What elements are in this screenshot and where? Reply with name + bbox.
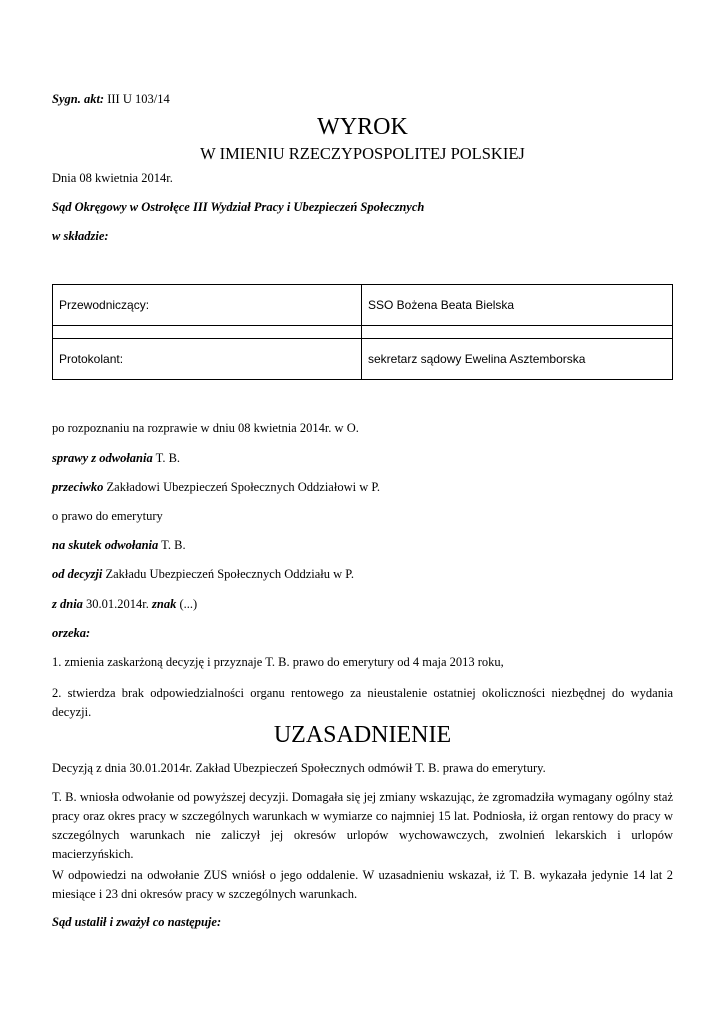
document-subtitle: W IMIENIU RZECZYPOSPOLITEJ POLSKIEJ (200, 144, 525, 163)
panel-role-presiding: Przewodniczący: (53, 285, 362, 326)
panel-role-empty (53, 326, 362, 339)
decision-value: Zakładu Ubezpieczeń Społecznych Oddziału w P. (102, 567, 354, 581)
court-panel-table (52, 284, 673, 380)
against-label: przeciwko (52, 480, 104, 494)
appeal-line (52, 451, 180, 466)
ruling-item-1: 1. zmienia zaskarżoną decyzję i przyznaje T. B. prawo do emerytury od 4 maja 2013 roku, (52, 655, 504, 669)
ruling-item-2 (52, 684, 673, 722)
panel-role-clerk: Protokolant: (53, 339, 362, 380)
court-name: Sąd Okręgowy w Ostrołęce III Wydział Pracy i Ubezpieczeń Społecznych (52, 200, 425, 214)
decision-line (52, 567, 354, 582)
appeal-label: sprawy z odwołania (52, 451, 153, 465)
against-value: Zakładowi Ubezpieczeń Społecznych Oddziałowi w P. (103, 480, 381, 494)
decision-date-line (52, 597, 197, 612)
decision-label: od decyzji (52, 567, 103, 581)
panel-person-empty (362, 326, 673, 339)
case-signature-value: III U 103/14 (107, 92, 170, 106)
as-result-value: T. B. (158, 538, 186, 552)
decision-sign-label: znak (152, 597, 177, 611)
against-line (52, 480, 380, 495)
as-result-line (52, 538, 186, 553)
appeal-value: T. B. (152, 451, 181, 465)
judgment-date: Dnia 08 kwietnia 2014r. (52, 171, 173, 185)
decision-date-label: z dnia (52, 597, 83, 611)
decision-sign-value: (...) (176, 597, 198, 611)
ruling-item-2-text: 2. stwierdza brak odpowiedzialności organu rentowego za nieustalenie ostatniej okoliczności niezbędnej do wydania decyzji. (52, 686, 673, 719)
as-result-label: na skutek odwołania (52, 538, 159, 552)
table-row (53, 285, 673, 326)
composition-label: w składzie: (52, 229, 109, 243)
decision-date-value: 30.01.2014r. (82, 597, 153, 611)
table-row (53, 326, 673, 339)
justification-paragraph-2 (52, 788, 673, 864)
rules-label: orzeka: (52, 626, 91, 640)
panel-person-presiding: SSO Bożena Beata Bielska (362, 285, 673, 326)
table-row (53, 339, 673, 380)
subject-line: o prawo do emerytury (52, 509, 163, 523)
case-signature (52, 92, 170, 107)
justification-paragraph-1: Decyzją z dnia 30.01.2014r. Zakład Ubezpieczeń Społecznych odmówił T. B. prawa do emerytury. (52, 761, 546, 775)
panel-person-clerk: sekretarz sądowy Ewelina Asztemborska (362, 339, 673, 380)
justification-paragraph-3-text: W odpowiedzi na odwołanie ZUS wniósł o jego oddalenie. W uzasadnieniu wskazał, iż T. B. wykazała jedynie 14 lat 2 miesiące i 23 dni okresów pracy w szczególnych warunkach. (52, 868, 673, 901)
justification-title: UZASADNIENIE (273, 722, 452, 748)
document-title: WYROK (317, 114, 408, 140)
case-signature-label: Sygn. akt: (52, 92, 105, 106)
findings-label: Sąd ustalił i zważył co następuje: (52, 915, 222, 929)
justification-paragraph-2-text: T. B. wniosła odwołanie od powyższej decyzji. Domagała się jej zmiany wskazując, że zgromadziła wymagany ogólny staż pracy oraz okres pracy w szczególnych warunkach w wymiarze co najmniej 15 lat. Podniosła, iż organ rentowy do pracy w szczególnych warunkach nie zaliczył jej okresów urlopów wychowawczych, zwolnień lekarskich i urlopów macierzyńskich. (52, 790, 673, 861)
hearing-line: po rozpoznaniu na rozprawie w dniu 08 kwietnia 2014r. w O. (52, 421, 359, 435)
justification-paragraph-3 (52, 866, 673, 904)
